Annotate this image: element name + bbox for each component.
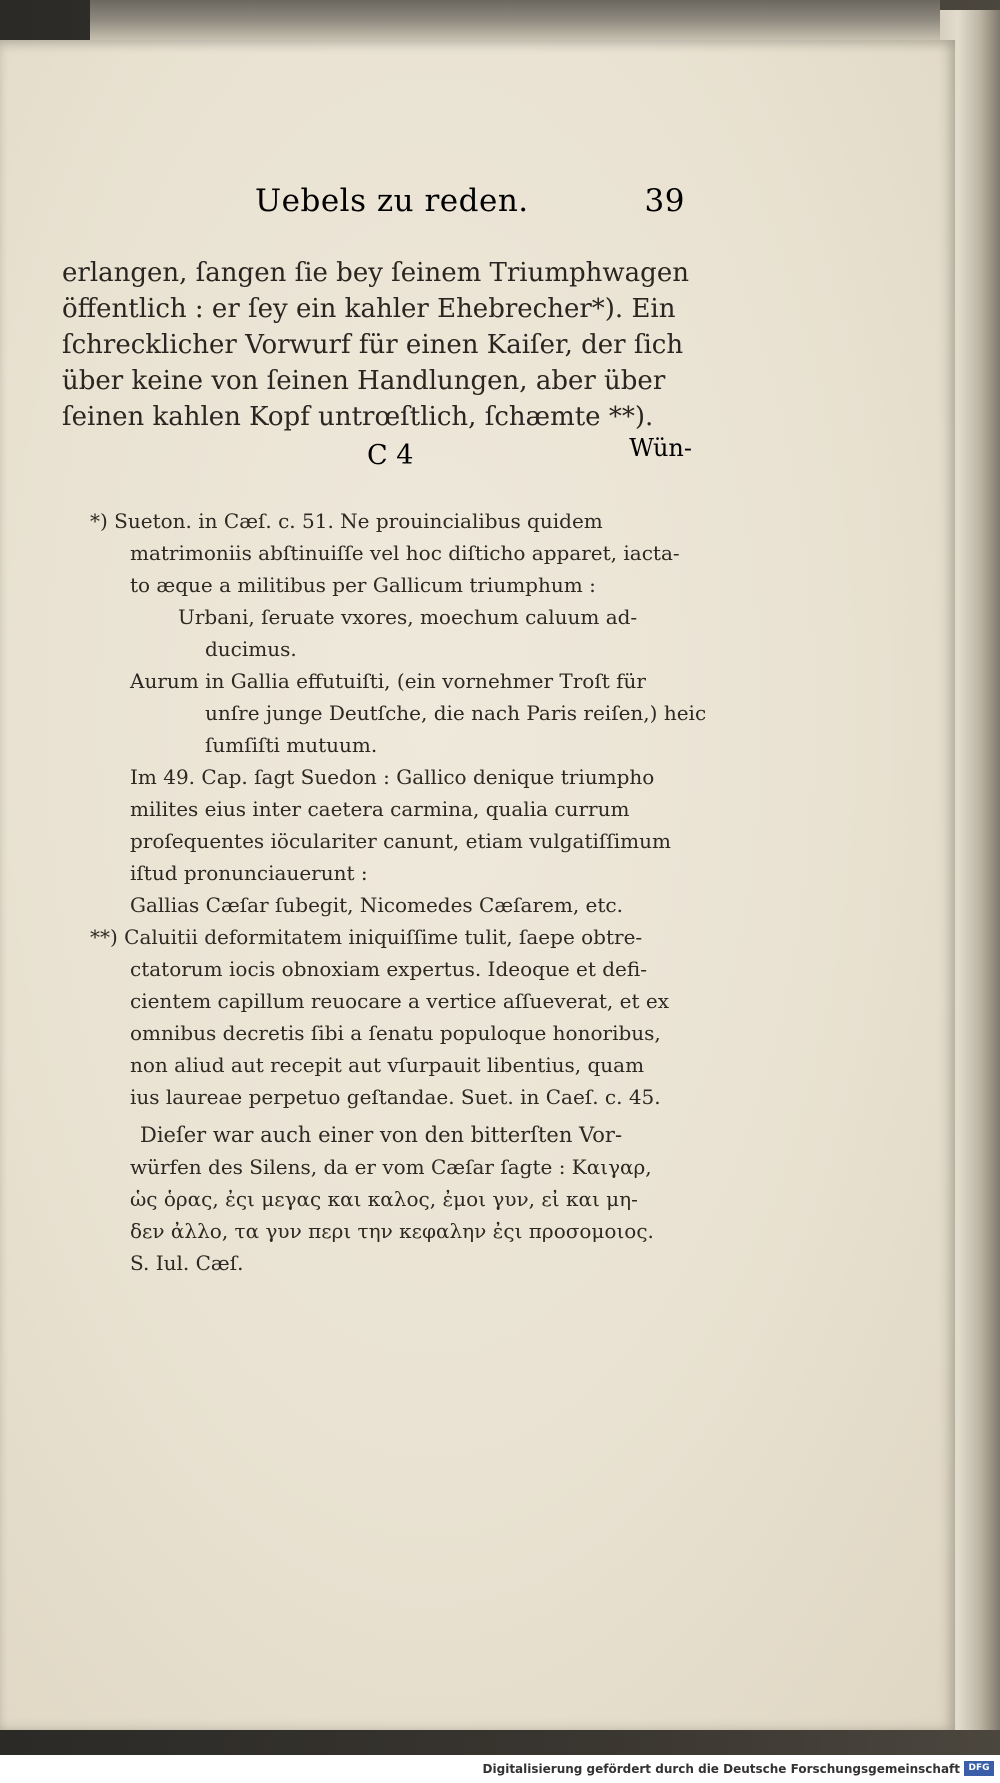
footnote-line: Urbani, ſeruate vxores, moechum caluum ad- [178,605,638,629]
footnote-line: **) Caluitii deformitatem iniquiſſime tulit, ſaepe obtre- [90,925,643,949]
footnote-line: to æque a militibus per Gallicum triumphum : [130,573,596,597]
text-line: öffentlich : er ſey ein kahler Ehebrecher*). Ein [62,294,676,324]
dfg-logo: DFG [964,1761,994,1776]
text-line: ſeinen kahlen Kopf untrœſtlich, ſchæmte **). [62,402,654,432]
text-line: ſchrecklicher Vorwurf für einen Kaiſer, der ſich [62,330,684,360]
footnote-line: milites eius inter caetera carmina, qualia currum [130,797,630,821]
footnote-line: omnibus decretis ſibi a ſenatu populoque honoribus, [130,1021,661,1045]
footnote-line: ſumſiſti mutuum. [205,733,378,757]
text-line: über keine von ſeinen Handlungen, aber über [62,366,666,396]
footnote-line: ducimus. [205,637,297,661]
footnotes [90,505,707,1279]
footnote-paragraph-line: ὡς ὁρας, ἐςι μεγας και καλος, ἐμοι γυν, εἰ και μη- [130,1187,638,1211]
page-header [255,183,685,223]
previous-page-edge [90,0,940,40]
signature-row [62,434,692,476]
catchword: Wün- [629,434,692,462]
funding-credit: Digitalisierung gefördert durch die Deutsche Forschungsgemeinschaft [482,1762,960,1776]
running-head: Uebels zu reden. [255,183,529,219]
footnote-paragraph-line: S. Iul. Cæſ. [130,1251,244,1275]
footnote-line: Aurum in Gallia effutuiſti, (ein vornehmer Troſt für [130,669,646,693]
footnote-line: ius laureae perpetuo geſtandae. Suet. in Caeſ. c. 45. [130,1085,661,1109]
footnote-paragraph-line: δεν ἀλλο, τα γυν περι την κεφαλην ἐςι προσομοιος. [130,1219,654,1243]
footnote-line: iſtud pronunciauerunt : [130,861,368,885]
footnote-line: ctatorum iocis obnoxiam expertus. Ideoque et defi- [130,957,647,981]
footnote-line: proſequentes iöculariter canunt, etiam vulgatiſſimum [130,829,671,853]
footnote-paragraph-line: würfen des Silens, da er vom Cæſar ſagte : Καιγαρ, [130,1155,652,1179]
footnote-line: *) Sueton. in Cæſ. c. 51. Ne prouincialibus quidem [90,509,603,533]
footnote-line: cientem capillum reuocare a vertice aſſueverat, et ex [130,989,669,1013]
digitization-footer [0,1755,1000,1783]
text-line: erlangen, ſangen ſie bey ſeinem Triumphwagen [62,258,689,288]
footnote-line: Gallias Cæſar ſubegit, Nicomedes Cæſarem, etc. [130,893,623,917]
page-number: 39 [644,183,685,219]
main-text [62,255,692,435]
footnote-line: non aliud aut recepit aut vſurpauit libentius, quam [130,1053,645,1077]
footnote-line: matrimoniis abſtinuiſſe vel hoc diſticho apparet, iacta- [130,541,680,565]
printer-signature: C 4 [367,440,414,471]
footnote-paragraph-line: Dieſer war auch einer von den bitterſten Vor- [140,1123,623,1147]
footnote-line: unſre junge Deutſche, die nach Paris reiſen,) heic [205,701,707,725]
footnote-line: Im 49. Cap. ſagt Suedon : Gallico denique triumpho [130,765,655,789]
